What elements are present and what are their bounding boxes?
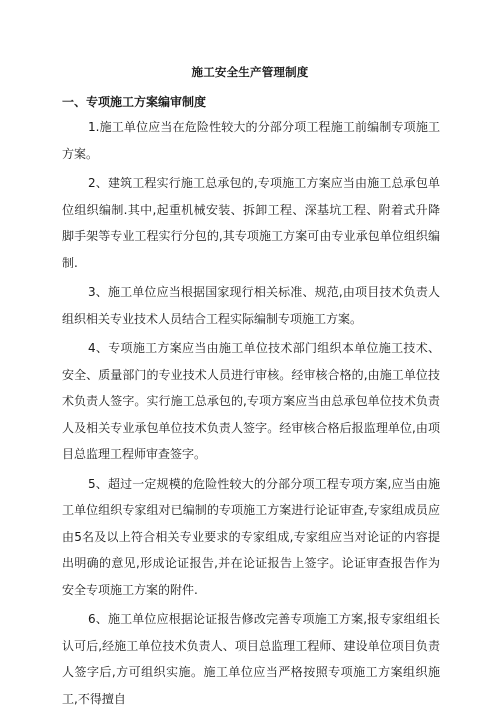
section-heading: 一、专项施工方案编审制度 [62, 95, 207, 109]
paragraph-6: 6、施工单位应根据论证报告修改完善专项施工方案,报专家组组长认可后,经施工单位技术负责人、项目总监理工程师、建设单位项目负责人签字后,方可组织实施。施工单位应当严格按照专项施工方案组织施工,不得擅自 [62, 612, 440, 706]
paragraph-4: 4、专项施工方案应当由施工单位技术部门组织本单位施工技术、安全、质量部门的专业技术人员进行审核。经审核合格的,由施工单位技术负责人签字。实行施工总承包的,专项方案应当由总承包单位技术负责人及相关专业承包单位技术负责人签字。经审核合格后报监理单位,由项目总监理工程师审查签字。 [62, 341, 440, 461]
paragraph-5: 5、超过一定规模的危险性较大的分部分项工程专项方案,应当由施工单位组织专家组对已编制的专项施工方案进行论证审查,专家组成员应由5名及以上符合相关专业要求的专家组成,专家组应当对论证的内容提出明确的意见,形成论证报告,并在论证报告上签字。论证审查报告作为安全专项施工方案的附件. [62, 476, 440, 597]
paragraph-1: 1.施工单位应当在危险性较大的分部分项工程施工前编制专项施工方案。 [62, 120, 440, 161]
paragraph-2: 2、建筑工程实行施工总承包的,专项施工方案应当由施工总承包单位组织编制.其中,起重机械安装、拆卸工程、深基坑工程、附着式升降脚手架等专业工程实行分包的,其专项施工方案可由专业承包单位组织编制. [62, 176, 440, 270]
document-title: 施工安全生产管理制度 [191, 65, 309, 79]
paragraph-3: 3、施工单位应当根据国家现行相关标准、规范,由项目技术负责人组织相关专业技术人员结合工程实际编制专项施工方案。 [62, 285, 440, 326]
document-body [62, 114, 440, 715]
